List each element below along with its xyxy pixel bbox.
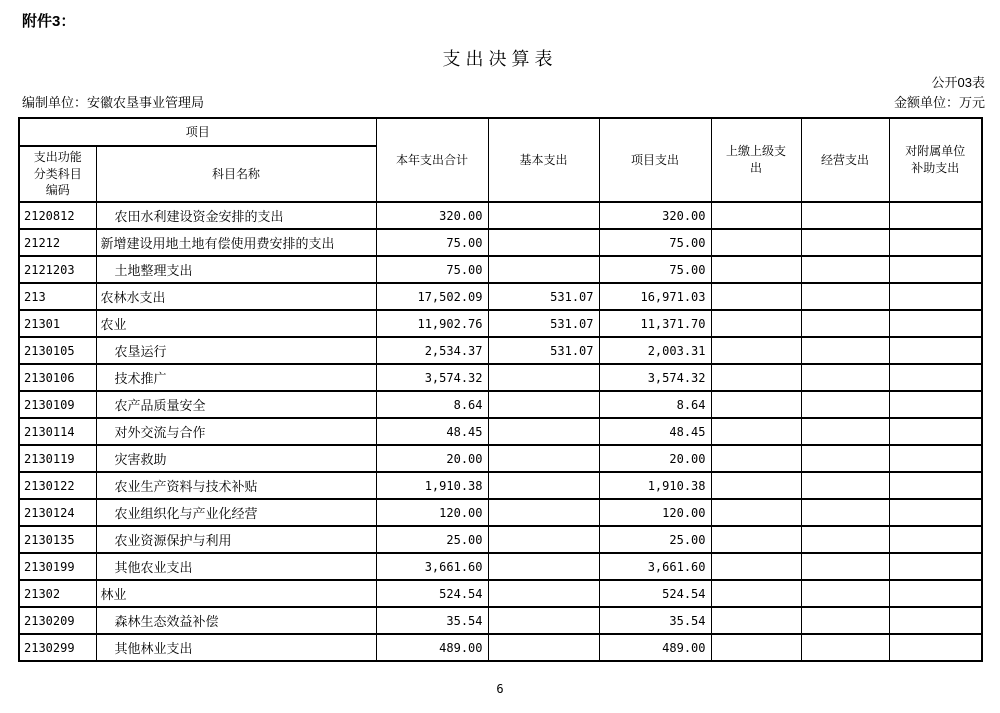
row-subject-name: 农林水支出 [96, 283, 376, 310]
row-subject-name: 灾害救助 [96, 445, 376, 472]
table-row [19, 310, 982, 337]
row-project-value: 2,003.31 [599, 337, 711, 364]
row-subsidy-value [889, 202, 982, 229]
row-upper-value [711, 499, 801, 526]
table-row [19, 391, 982, 418]
row-basic-value [488, 634, 599, 661]
row-upper-value [711, 418, 801, 445]
amount-unit-value: 万元 [958, 95, 985, 110]
header-col-code: 支出功能分类科目编码 [19, 146, 96, 202]
header-col-upper: 上缴上级支出 [711, 118, 801, 202]
row-operating-value [801, 391, 889, 418]
table-row [19, 283, 982, 310]
header-col-total: 本年支出合计 [376, 118, 488, 202]
row-subject-name: 农产品质量安全 [96, 391, 376, 418]
row-upper-value [711, 580, 801, 607]
table-row [19, 580, 982, 607]
table-row [19, 526, 982, 553]
row-basic-value [488, 526, 599, 553]
row-total-value: 35.54 [376, 607, 488, 634]
row-project-value: 8.64 [599, 391, 711, 418]
row-upper-value [711, 202, 801, 229]
prepared-by-label: 编制单位： [22, 95, 88, 110]
row-code: 21301 [19, 310, 96, 337]
row-code: 21302 [19, 580, 96, 607]
row-project-value: 120.00 [599, 499, 711, 526]
row-code: 213 [19, 283, 96, 310]
row-subject-name: 农垦运行 [96, 337, 376, 364]
row-total-value: 489.00 [376, 634, 488, 661]
row-total-value: 3,661.60 [376, 553, 488, 580]
row-project-value: 48.45 [599, 418, 711, 445]
row-operating-value [801, 634, 889, 661]
row-subsidy-value [889, 499, 982, 526]
row-subsidy-value [889, 553, 982, 580]
row-upper-value [711, 472, 801, 499]
row-operating-value [801, 364, 889, 391]
row-subject-name: 农业组织化与产业化经营 [96, 499, 376, 526]
row-total-value: 25.00 [376, 526, 488, 553]
row-basic-value [488, 499, 599, 526]
row-project-value: 16,971.03 [599, 283, 711, 310]
row-total-value: 120.00 [376, 499, 488, 526]
row-code: 2130199 [19, 553, 96, 580]
row-project-value: 75.00 [599, 229, 711, 256]
row-operating-value [801, 580, 889, 607]
row-operating-value [801, 283, 889, 310]
row-code: 2120812 [19, 202, 96, 229]
row-code: 2130299 [19, 634, 96, 661]
row-code: 21212 [19, 229, 96, 256]
row-total-value: 11,902.76 [376, 310, 488, 337]
row-upper-value [711, 229, 801, 256]
prepared-by-value: 安徽农垦事业管理局 [87, 95, 205, 110]
row-subject-name: 农业生产资料与技术补贴 [96, 472, 376, 499]
row-total-value: 75.00 [376, 256, 488, 283]
row-subject-name: 农业资源保护与利用 [96, 526, 376, 553]
row-total-value: 524.54 [376, 580, 488, 607]
header-col-subsidy: 对附属单位补助支出 [889, 118, 982, 202]
row-subsidy-value [889, 634, 982, 661]
table-row [19, 364, 982, 391]
row-basic-value [488, 418, 599, 445]
prepared-by [22, 92, 204, 111]
row-operating-value [801, 526, 889, 553]
table-row [19, 202, 982, 229]
row-upper-value [711, 364, 801, 391]
row-total-value: 8.64 [376, 391, 488, 418]
page-number: 6 [496, 682, 504, 696]
row-subsidy-value [889, 607, 982, 634]
header-col-name: 科目名称 [96, 146, 376, 202]
row-subject-name: 农田水利建设资金安排的支出 [96, 202, 376, 229]
row-operating-value [801, 256, 889, 283]
row-code: 2130135 [19, 526, 96, 553]
table-row [19, 229, 982, 256]
row-total-value: 75.00 [376, 229, 488, 256]
row-subsidy-value [889, 310, 982, 337]
row-subject-name: 森林生态效益补偿 [96, 607, 376, 634]
row-project-value: 320.00 [599, 202, 711, 229]
expenditure-table [18, 117, 983, 662]
amount-unit-label: 金额单位： [893, 95, 959, 110]
row-subject-name: 农业 [96, 310, 376, 337]
row-project-value: 75.00 [599, 256, 711, 283]
row-code: 2130209 [19, 607, 96, 634]
meta-row [22, 92, 985, 111]
row-code: 2130105 [19, 337, 96, 364]
row-subsidy-value [889, 472, 982, 499]
row-operating-value [801, 553, 889, 580]
row-subsidy-value [889, 526, 982, 553]
row-basic-value: 531.07 [488, 310, 599, 337]
row-total-value: 48.45 [376, 418, 488, 445]
amount-unit [894, 92, 985, 111]
row-total-value: 20.00 [376, 445, 488, 472]
row-subsidy-value [889, 580, 982, 607]
row-subsidy-value [889, 229, 982, 256]
row-project-value: 3,661.60 [599, 553, 711, 580]
header-col-operating: 经营支出 [801, 118, 889, 202]
row-operating-value [801, 418, 889, 445]
row-subject-name: 新增建设用地土地有偿使用费安排的支出 [96, 229, 376, 256]
row-code: 2130119 [19, 445, 96, 472]
table-row [19, 418, 982, 445]
row-operating-value [801, 445, 889, 472]
header-group-project: 项目 [19, 118, 376, 146]
row-operating-value [801, 607, 889, 634]
row-basic-value [488, 202, 599, 229]
table-row [19, 553, 982, 580]
row-subject-name: 技术推广 [96, 364, 376, 391]
row-basic-value: 531.07 [488, 283, 599, 310]
table-header [19, 118, 982, 202]
row-subject-name: 其他林业支出 [96, 634, 376, 661]
table-row [19, 445, 982, 472]
row-basic-value [488, 472, 599, 499]
row-project-value: 489.00 [599, 634, 711, 661]
row-basic-value [488, 256, 599, 283]
row-subsidy-value [889, 283, 982, 310]
row-total-value: 2,534.37 [376, 337, 488, 364]
row-project-value: 25.00 [599, 526, 711, 553]
row-code: 2130114 [19, 418, 96, 445]
row-subsidy-value [889, 256, 982, 283]
table-body [19, 202, 982, 661]
row-total-value: 1,910.38 [376, 472, 488, 499]
row-operating-value [801, 472, 889, 499]
header-col-project: 项目支出 [599, 118, 711, 202]
row-operating-value [801, 229, 889, 256]
row-code: 2121203 [19, 256, 96, 283]
row-subject-name: 林业 [96, 580, 376, 607]
row-project-value: 1,910.38 [599, 472, 711, 499]
row-code: 2130122 [19, 472, 96, 499]
row-upper-value [711, 337, 801, 364]
row-basic-value [488, 607, 599, 634]
row-operating-value [801, 337, 889, 364]
table-row [19, 607, 982, 634]
row-upper-value [711, 445, 801, 472]
row-basic-value [488, 445, 599, 472]
row-upper-value [711, 283, 801, 310]
attachment-label: 附件3： [22, 13, 76, 30]
row-project-value: 11,371.70 [599, 310, 711, 337]
row-total-value: 320.00 [376, 202, 488, 229]
table-row [19, 256, 982, 283]
table-row [19, 499, 982, 526]
row-code: 2130124 [19, 499, 96, 526]
table-row [19, 472, 982, 499]
row-basic-value [488, 553, 599, 580]
row-basic-value [488, 364, 599, 391]
row-upper-value [711, 256, 801, 283]
row-subject-name: 土地整理支出 [96, 256, 376, 283]
row-total-value: 17,502.09 [376, 283, 488, 310]
row-code: 2130106 [19, 364, 96, 391]
row-operating-value [801, 310, 889, 337]
row-project-value: 524.54 [599, 580, 711, 607]
row-project-value: 35.54 [599, 607, 711, 634]
header-col-basic: 基本支出 [488, 118, 599, 202]
row-upper-value [711, 553, 801, 580]
row-operating-value [801, 202, 889, 229]
row-operating-value [801, 499, 889, 526]
row-upper-value [711, 391, 801, 418]
row-subsidy-value [889, 391, 982, 418]
row-upper-value [711, 310, 801, 337]
row-project-value: 20.00 [599, 445, 711, 472]
row-upper-value [711, 526, 801, 553]
row-project-value: 3,574.32 [599, 364, 711, 391]
row-basic-value: 531.07 [488, 337, 599, 364]
table-code-label: 公开03表 [931, 75, 985, 90]
row-basic-value [488, 391, 599, 418]
row-total-value: 3,574.32 [376, 364, 488, 391]
row-subsidy-value [889, 418, 982, 445]
table-row [19, 634, 982, 661]
row-basic-value [488, 229, 599, 256]
row-upper-value [711, 634, 801, 661]
row-subject-name: 其他农业支出 [96, 553, 376, 580]
row-upper-value [711, 607, 801, 634]
row-basic-value [488, 580, 599, 607]
row-subsidy-value [889, 337, 982, 364]
row-subsidy-value [889, 445, 982, 472]
page-title: 支出决算表 [442, 49, 558, 69]
table-row [19, 337, 982, 364]
row-subsidy-value [889, 364, 982, 391]
row-code: 2130109 [19, 391, 96, 418]
row-subject-name: 对外交流与合作 [96, 418, 376, 445]
